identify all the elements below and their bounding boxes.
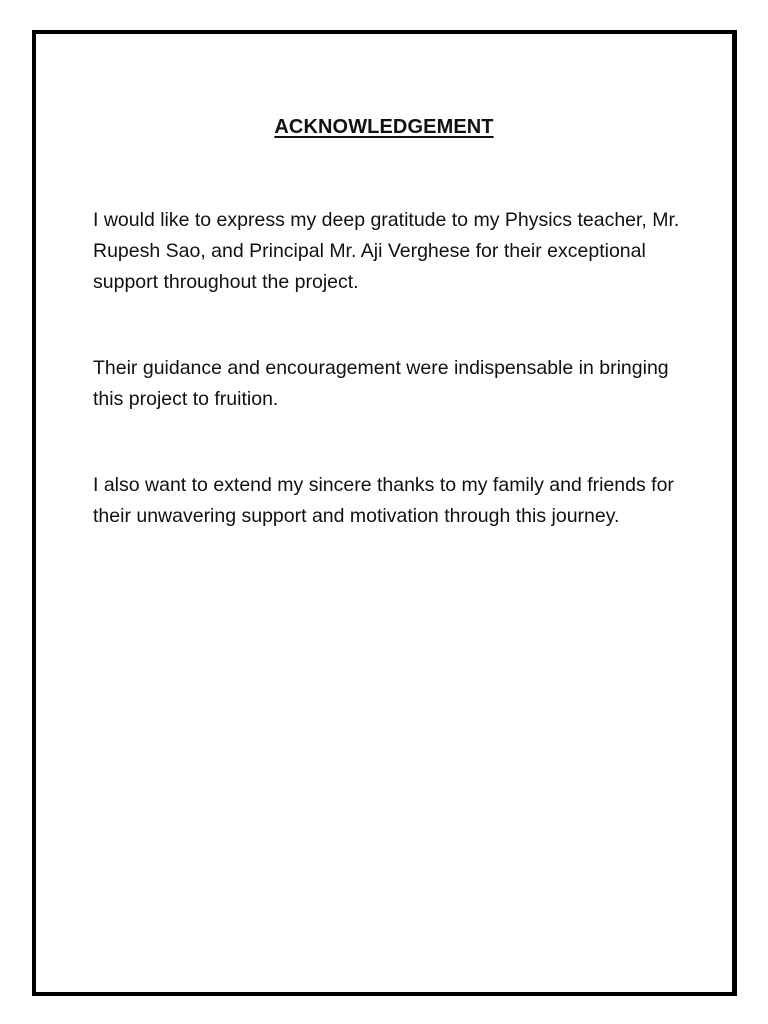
paragraph-gratitude: I would like to express my deep gratitude to my Physics teacher, Mr. Rupesh Sao, and Principal Mr. Aji Verghese for their exceptional support throughout the project. bbox=[93, 209, 680, 293]
paragraph-thanks: I also want to extend my sincere thanks to my family and friends for their unwavering support and motivation through this journey. bbox=[93, 474, 674, 527]
page-title: ACKNOWLEDGEMENT bbox=[274, 116, 494, 138]
paragraph-guidance: Their guidance and encouragement were indispensable in bringing this project to fruition. bbox=[93, 357, 669, 410]
